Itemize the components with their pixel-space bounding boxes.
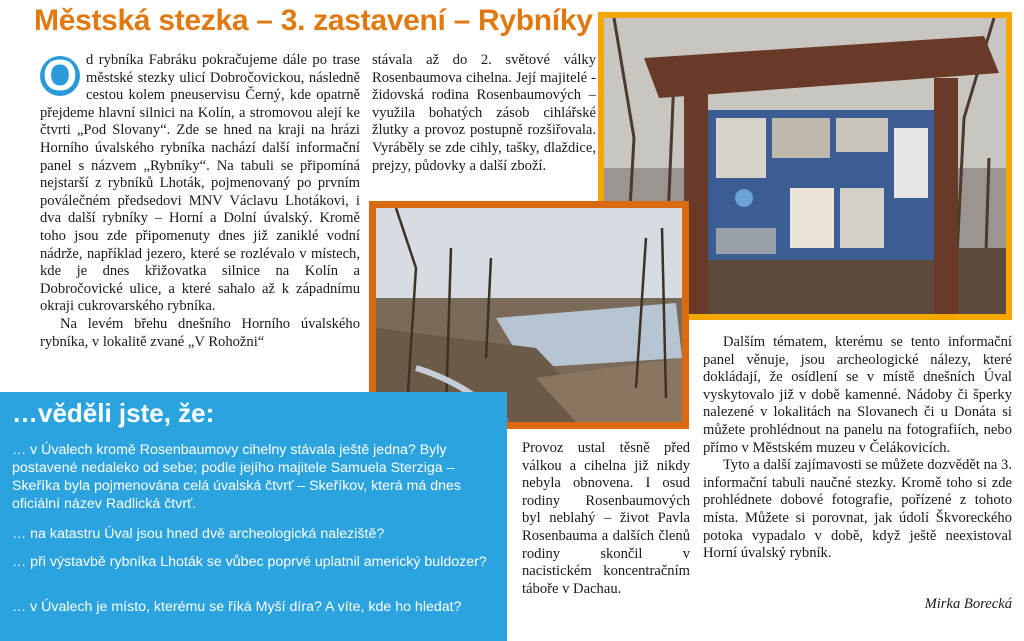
did-you-know-item: … při výstavbě rybníka Lhoták se vůbec poprvé uplatnil americký buldozer? (12, 554, 487, 570)
paragraph-intro: d rybníka Fabráku pokračujeme dále po trase městské stezky ulicí Dobročovickou, následně cestou kolem pneuservisu Černý, kde opatrně přejdeme hlavní silnici na Kolín, a stromovou alejí ke čtvrti „Pod Slovany“. Zde se hned na kraji na hrázi Horního úvalského rybníka nachází další informační panel s názvem „Rybníky“. Na tabuli se připomíná nejstarší z rybníků Lhoták, pojmenovaný po prvním poválečném předsedovi MNV Václavu Lhotákovi, i dva další rybníky – Horní a Dolní úvalský. Kromě toho jsou zde připomenuty dnes již zaniklé vodní nádrže, například jezero, které se rozlévalo v místech, kde je dnes křižovatka silnice na Kolín a Dobročovické ulice, a které sahalo až k západnímu okraji cukrovarského rybníka. (40, 52, 360, 315)
did-you-know-item: … v Úvalech je místo, kterému se říká Myší díra? A víte, kde ho hledat? (12, 599, 462, 615)
article-column-3 (522, 440, 690, 598)
pond-landscape-photo-image (376, 208, 682, 422)
did-you-know-item: … na katastru Úval jsou hned dvě archeologická naleziště? (12, 526, 385, 542)
did-you-know-box (0, 392, 507, 641)
article-title: Městská stezka – 3. zastavení – Rybníky (34, 4, 593, 37)
paragraph-archeology: Dalším tématem, kterému se tento informační panel věnuje, jsou archeologické nálezy, které dokládají, že osídlení se v místě dnešních Úval vyskytovalo již v době kamenné. Nádoby či šperky nalezené v lokalitách na Slovanech či u Donáta si můžete prohlédnout na panelu na fotografiích, nebo přímo v Městském muzeu v Čelákovicích. (703, 334, 1012, 456)
did-you-know-title: …věděli jste, že: (12, 398, 215, 428)
article-author: Mirka Borecká (924, 596, 1012, 612)
paragraph-fate: Provoz ustal těsně před válkou a cihelna již nikdy nebyla obnovena. I osud rodiny Rosenbaumových byl neblahý – život Pavla Rosenbauma a dalších členů rodiny skončil v nacistickém koncentračním táboře v Dachau. (522, 440, 690, 597)
article-column-4 (703, 334, 1012, 563)
paragraph-rohozni: Na levém břehu dnešního Horního úvalského rybníka, v lokalitě zvané „V Rohožni“ (40, 315, 360, 350)
paragraph-cihelna: stávala až do 2. světové války Rosenbaumova cihelna. Její majitelé - židovská rodina Rosenbaumových – využila bohatých zásob cihlářské žlutky a provoz postupně rozšiřovala. Vyráběly se zde cihly, tašky, dlaždice, prejzy, půdovky a další zboží. (372, 52, 596, 174)
paragraph-more-info: Tyto a další zajímavosti se můžete dozvědět na 3. informační tabuli naučné stezky. Kromě toho si zde prohlédnete dobové fotografie, pořízené z tohoto místa. Můžete si porovnat, jak údolí Škvoreckého potoka vypadalo v době, když ještě neexistoval Horní úvalský rybník. (703, 457, 1012, 562)
article-column-2 (372, 52, 596, 175)
article-column-1 (40, 52, 360, 351)
did-you-know-item: … v Úvalech kromě Rosenbaumovy cihelny stávala ještě jedna? Byly postavené nedaleko od sebe; podle jejího majitele Samuela Sterziga – Skeříka byla pojmenována celá úvalská čtvrť – Skeříkov, která má dnes oficiální název Radlická čtvrť. (12, 442, 462, 512)
drop-cap: O (40, 56, 80, 96)
